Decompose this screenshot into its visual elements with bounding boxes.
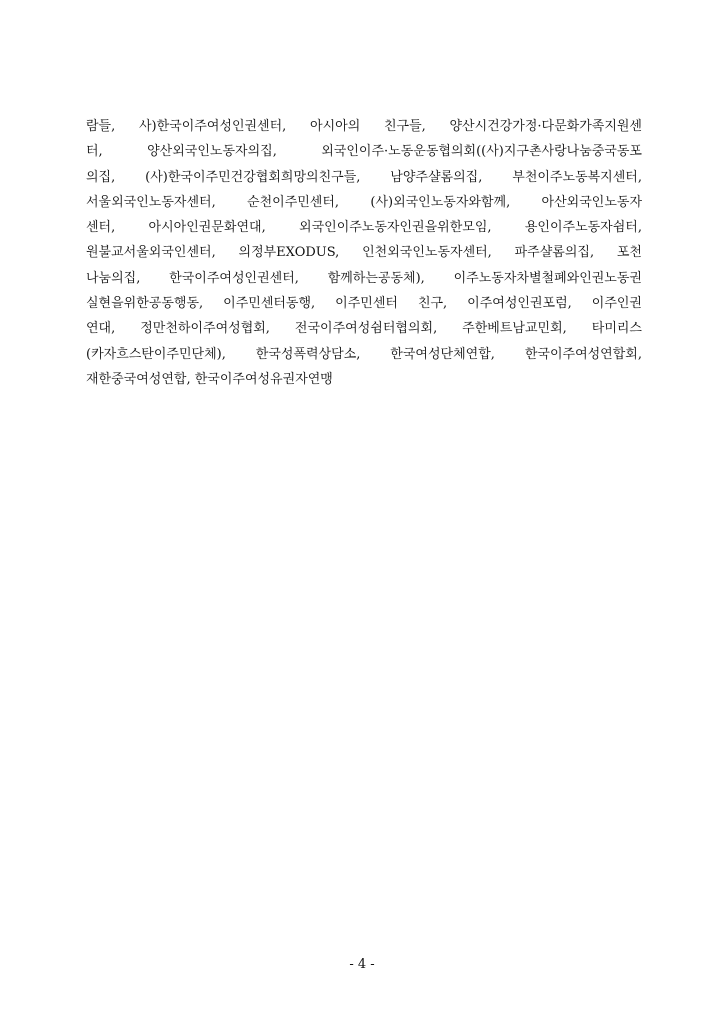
body-line-5: 센터, 아시아인권문화연대, 외국인이주노동자인권을위한모임, 용인이주노동자쉼터, [86,220,642,236]
body-line-1: 람들, 사)한국이주여성인권센터, 아시아의 친구들, 양산시건강가정·다문화가족지원센 [86,119,642,134]
body-line-4: 서울외국인노동자센터, 순천이주민센터, (사)외국인노동자와함께, 아산외국인노동자 [86,194,642,210]
body-paragraph [86,114,642,392]
body-line-7: 나눔의집, 한국이주여성인권센터, 함께하는공동체), 이주노동자차별철폐와인권노동권 [86,270,642,286]
body-line-6: 원불교서울외국인센터, 의정부EXODUS, 인천외국인노동자센터, 파주샬롬의집, 포천 [86,245,642,261]
body-line-2: 터, 양산외국인노동자의집, 외국인이주·노동운동협의회((사)지구촌사랑나눔중국동포 [86,144,642,160]
body-line-3: 의집, (사)한국이주민건강협회희망의친구들, 남양주샬롬의집, 부천이주노동복지센터, [86,169,642,185]
page-number: - 4 - [349,957,375,972]
body-line-8: 실현을위한공동행동, 이주민센터동행, 이주민센터 친구, 이주여성인권포럼, 이주인권 [86,296,642,312]
body-line-9: 연대, 정만천하이주여성협회, 전국이주여성쉼터협의회, 주한베트남교민회, 타미리스 [86,321,642,337]
body-line-10: (카자흐스탄이주민단체), 한국성폭력상담소, 한국여성단체연합, 한국이주여성연합회, [86,346,642,362]
body-line-11: 재한중국여성연합, 한국이주여성유권자연맹 [86,371,333,387]
